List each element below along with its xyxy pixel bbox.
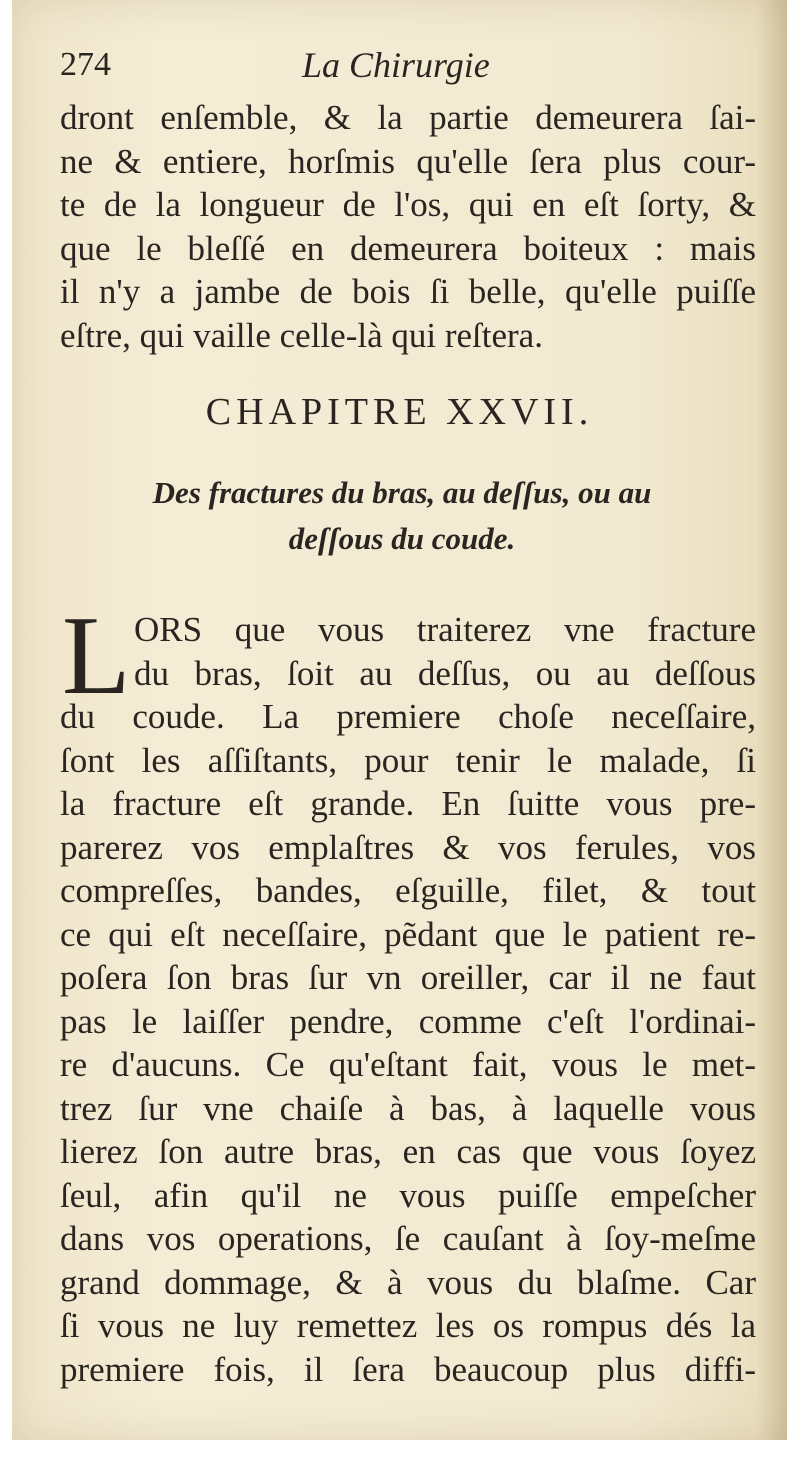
running-head: La Chirurgie: [302, 45, 490, 85]
text-line: ſeul, afin qu'il ne vous puiſſe empeſcher: [60, 1175, 756, 1215]
text-line: grand dommage, & à vous du blaſme. Car: [60, 1262, 756, 1302]
chapter-title: CHAPITRE XXVII.: [205, 391, 594, 433]
text-line: la fracture eſt grande. En ſuitte vous pre-: [60, 784, 756, 823]
book-page: [12, 0, 787, 1440]
text-line: ce qui eſt neceſſaire, pẽdant que le patient re-: [60, 914, 756, 954]
text-line: que le bleſſé en demeurera boiteux : mais: [60, 228, 756, 268]
paragraph-body: [60, 695, 756, 1391]
text-line: du coude. La premiere choſe neceſſaire,: [60, 697, 756, 736]
text-line: trez ſur vne chaiſe à bas, à laquelle vous: [60, 1088, 756, 1128]
drop-cap: L: [62, 594, 131, 718]
text-line: premiere fois, il ſera beaucoup plus diffi-: [60, 1349, 756, 1389]
subtitle-line: Des fractures du bras, au deſſus, ou au: [152, 475, 652, 510]
text-line: re d'aucuns. Ce qu'eſtant fait, vous le met-: [60, 1045, 756, 1084]
paragraph-opening: [134, 608, 756, 695]
text-line: te de la longueur de l'os, qui en eſt ſorty, &: [60, 185, 756, 224]
text-line: ſi vous ne luy remettez les os rompus dés la: [60, 1306, 756, 1345]
text-line: parerez vos emplaſtres & vos ferules, vos: [60, 827, 756, 867]
text-line: compreſſes, bandes, eſguille, filet, & tout: [60, 871, 756, 910]
continued-text: [60, 96, 756, 357]
text-line: ORS que vous traiterez vne fracture: [134, 610, 756, 649]
text-line: poſera ſon bras ſur vn oreiller, car il ne faut: [60, 958, 756, 997]
text-line: il n'y a jambe de bois ſi belle, qu'elle puiſſe: [60, 272, 756, 311]
subtitle-line: deſſous du coude.: [288, 521, 516, 556]
page-number: 274: [60, 46, 111, 83]
page-header: [50, 42, 750, 96]
text-line: eſtre, qui vaille celle-là qui reſtera.: [60, 315, 543, 355]
chapter-subtitle: [72, 470, 732, 562]
text-line: du bras, ſoit au deſſus, ou au deſſous: [134, 653, 756, 693]
text-line: ne & entiere, horſmis qu'elle ſera plus cour-: [60, 141, 756, 181]
text-line: ſont les aſſiſtants, pour tenir le malade, ſi: [60, 740, 756, 780]
text-line: dans vos operations, ſe cauſant à ſoy-meſme: [60, 1219, 756, 1258]
text-line: pas le laiſſer pendre, comme c'eſt l'ordinai-: [60, 1001, 756, 1041]
text-line: lierez ſon autre bras, en cas que vous ſoyez: [60, 1132, 756, 1171]
text-line: dront enſemble, & la partie demeurera ſai-: [60, 98, 756, 137]
